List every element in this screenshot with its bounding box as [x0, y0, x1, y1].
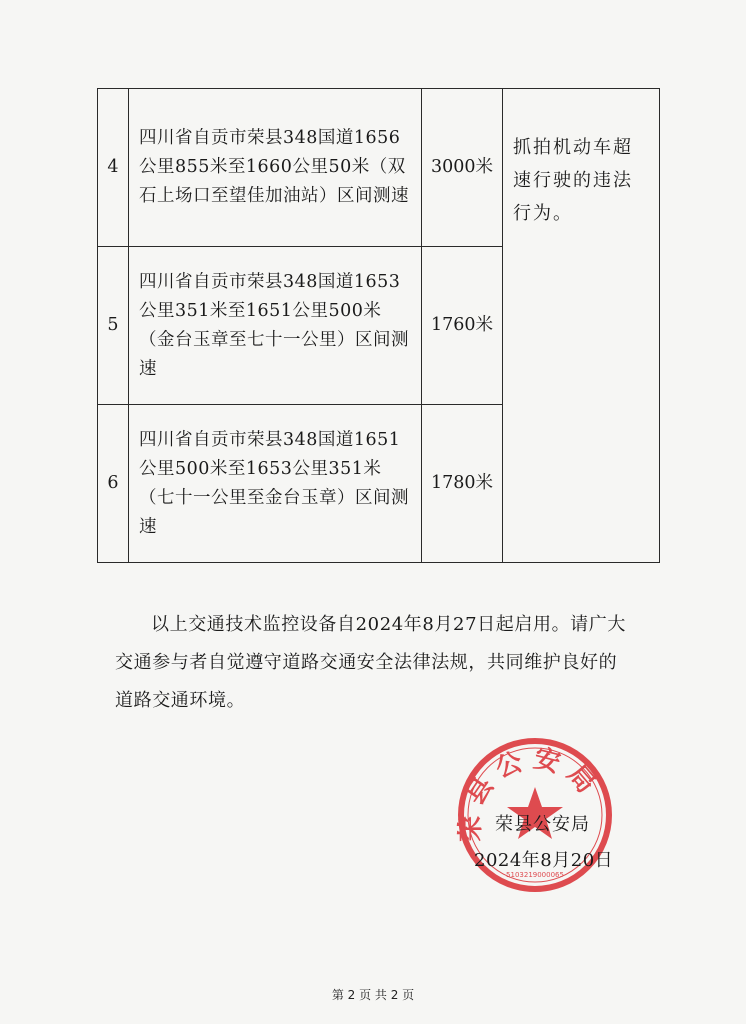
table-row [98, 89, 660, 247]
notice-paragraph: 以上交通技术监控设备自2024年8月27日起启用。请广大交通参与者自觉遵守道路交通安全法律法规，共同维护良好的道路交通环境。 [115, 614, 626, 711]
row-distance: 3000米 [422, 89, 503, 247]
row-distance: 1780米 [422, 405, 503, 563]
row-location: 四川省自贡市荣县348国道1653公里351米至1651公里500米（金台玉章至七十一公里）区间测速 [139, 271, 409, 379]
signature-org: 荣县公安局 [495, 814, 590, 835]
row-distance: 1760米 [422, 247, 503, 405]
page-footer: 第 2 页 共 2 页 [331, 988, 415, 1002]
row-location: 四川省自贡市荣县348国道1656公里855米至1660公里50米（双石上场口至望佳加油站）区间测速 [139, 128, 409, 206]
row-number: 5 [98, 247, 129, 405]
svg-text:5103219000065: 5103219000065 [506, 871, 564, 879]
row-action: 抓拍机动车超速行驶的违法行为。 [513, 137, 633, 224]
signature-date: 2024年8月20日 [474, 850, 614, 871]
row-number: 4 [98, 89, 129, 247]
row-location: 四川省自贡市荣县348国道1651公里500米至1653公里351米（七十一公里至金台玉章）区间测速 [139, 429, 409, 537]
camera-table [97, 88, 660, 563]
svg-text:荣县公安局: 荣县公安局 [455, 743, 606, 842]
row-number: 6 [98, 405, 129, 563]
